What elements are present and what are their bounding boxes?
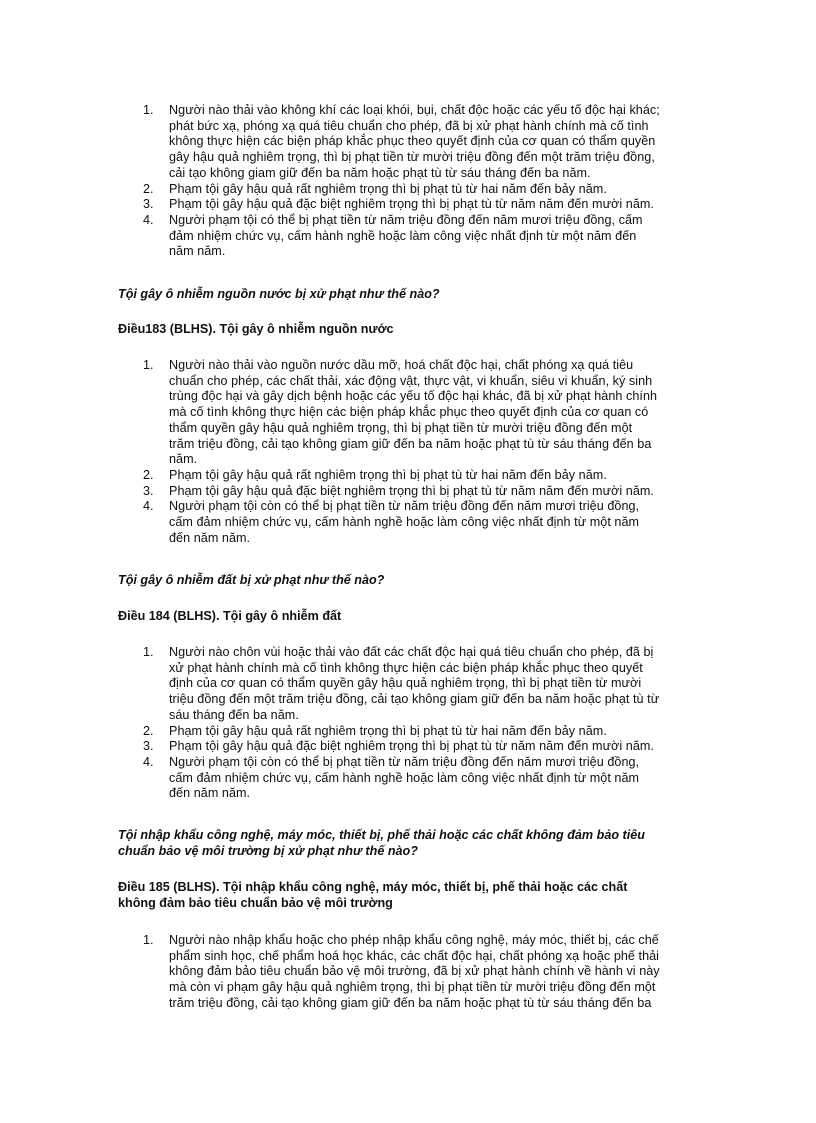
list-item xyxy=(143,739,688,755)
text-line: không thực hiện các biện pháp khắc phục theo quyết định của cơ quan có thẩm quyền xyxy=(169,134,656,149)
text-line: Người phạm tội còn có thể bị phạt tiền từ năm triệu đồng đến năm mươi triệu đồng, xyxy=(169,754,640,769)
text-line: Người nào chôn vùi hoặc thải vào đất các chất độc hại quá tiêu chuẩn cho phép, đã bị xyxy=(169,645,654,659)
item-number: 3. xyxy=(143,197,154,212)
article-clauses-list xyxy=(143,103,688,260)
item-number: 4. xyxy=(143,212,154,227)
item-number: 3. xyxy=(143,739,154,754)
question-line: Tội nhập khẩu công nghệ, máy móc, thiết bị, phế thải hoặc các chất không đảm bảo tiêu xyxy=(118,828,645,842)
item-number: 3. xyxy=(143,483,154,498)
heading-line: không đảm bảo tiêu chuẩn bảo vệ môi trường xyxy=(118,895,393,910)
text-line: triệu đồng đến một trăm triệu đồng, cải tạo không giam giữ đến ba năm hoặc phạt tù từ xyxy=(169,692,660,707)
list-item xyxy=(143,933,688,1012)
item-number: 2. xyxy=(143,723,154,738)
text-line: Phạm tội gây hậu quả rất nghiêm trọng thì bị phạt tù từ hai năm đến bảy năm. xyxy=(169,467,607,482)
text-line: trăm triệu đồng, cải tạo không giam giữ đến ba năm hoặc phạt tù từ sáu tháng đến ba xyxy=(169,436,652,451)
list-item xyxy=(143,724,688,740)
text-line: cấm đảm nhiệm chức vụ, cấm hành nghề hoặc làm công việc nhất định từ một năm xyxy=(169,770,640,785)
question-import-pollution xyxy=(118,828,698,859)
text-line: Người phạm tội còn có thể bị phạt tiền từ năm triệu đồng đến năm mươi triệu đồng, xyxy=(169,499,640,514)
text-line: Phạm tội gây hậu quả rất nghiêm trọng thì bị phạt tù từ hai năm đến bảy năm. xyxy=(169,181,607,196)
article-184-heading: Điều 184 (BLHS). Tội gây ô nhiễm đất xyxy=(118,609,342,623)
text-line: Phạm tội gây hậu quả đặc biệt nghiêm trọng thì bị phạt tù từ năm năm đến mười năm. xyxy=(169,739,654,754)
list-item xyxy=(143,499,688,546)
text-line: Phạm tội gây hậu quả đặc biệt nghiêm trọng thì bị phạt tù từ năm năm đến mười năm. xyxy=(169,197,654,212)
text-line: mà còn vi phạm gây hậu quả nghiêm trọng, thì bị phạt tiền từ mười triệu đồng đến một xyxy=(169,980,656,995)
list-item xyxy=(143,103,688,182)
text-line: đến năm năm. xyxy=(169,786,251,801)
article-185-clauses-list xyxy=(143,933,688,1012)
text-line: phát bức xạ, phóng xạ quá tiêu chuẩn cho phép, đã bị xử phạt hành chính mà cố tình xyxy=(169,118,649,133)
text-line: xử phạt hành chính mà cố tình không thực hiện các biện pháp khắc phục theo quyết xyxy=(169,660,643,675)
item-number: 1. xyxy=(143,645,154,659)
text-line: thẩm quyền gây hậu quả nghiêm trọng, thì bị phạt tiền từ mười triệu đồng đến một xyxy=(169,420,633,435)
text-line: trùng độc hại và gây dịch bệnh hoặc các yếu tố độc hại khác, đã bị xử phạt hành chính xyxy=(169,389,658,404)
article-183-clauses-list xyxy=(143,358,688,546)
item-number: 2. xyxy=(143,467,154,482)
list-item xyxy=(143,182,688,198)
text-line: cải tạo không giam giữ đến ba năm hoặc phạt tù từ sáu tháng đến ba năm. xyxy=(169,165,591,180)
item-number: 2. xyxy=(143,181,154,196)
text-line: Người nào thải vào nguồn nước dầu mỡ, hoá chất độc hại, chất phóng xạ quá tiêu xyxy=(169,358,634,372)
text-line: định của cơ quan có thẩm quyền gây hậu quả nghiêm trọng, thì bị phạt tiền từ mười xyxy=(169,676,642,691)
text-line: Người nào thải vào không khí các loại khói, bụi, chất độc hoặc các yếu tố độc hại khác; xyxy=(169,103,660,117)
list-item xyxy=(143,468,688,484)
item-number: 1. xyxy=(143,933,154,947)
item-number: 1. xyxy=(143,103,154,117)
text-line: chuẩn cho phép, các chất thải, xác động vật, thực vật, vi khuẩn, siêu vi khuẩn, ký sinh xyxy=(169,373,653,388)
list-item xyxy=(143,484,688,500)
text-line: gây hậu quả nghiêm trọng, thì bị phạt tiền từ mười triệu đồng đến một trăm triệu đồng, xyxy=(169,150,655,165)
text-line: Phạm tội gây hậu quả rất nghiêm trọng thì bị phạt tù từ hai năm đến bảy năm. xyxy=(169,723,607,738)
article-185-heading xyxy=(118,880,698,911)
text-line: sáu tháng đến ba năm. xyxy=(169,707,299,722)
item-number: 1. xyxy=(143,358,154,372)
text-line: phẩm sinh học, chế phẩm hoá học khác, các chất độc hại, chất phóng xạ hoặc phế thải xyxy=(169,948,660,963)
list-item xyxy=(143,197,688,213)
text-line: năm năm. xyxy=(169,244,226,259)
heading-line: Điều 185 (BLHS). Tội nhập khẩu công nghệ, máy móc, thiết bị, phế thải hoặc các chất xyxy=(118,880,628,894)
text-line: Người nào nhập khẩu hoặc cho phép nhập khẩu công nghệ, máy móc, thiết bị, các chế xyxy=(169,933,659,947)
text-line: Phạm tội gây hậu quả đặc biệt nghiêm trọng thì bị phạt tù từ năm năm đến mười năm. xyxy=(169,483,654,498)
article-183-heading: Điều183 (BLHS). Tội gây ô nhiễm nguồn nước xyxy=(118,322,394,336)
text-line: không đảm bảo tiêu chuẩn bảo vệ môi trường, đã bị xử phạt hành chính về hành vi này xyxy=(169,964,660,979)
item-number: 4. xyxy=(143,754,154,769)
text-line: trăm triệu đồng, cải tạo không giam giữ đến ba năm hoặc phạt tù từ sáu tháng đến ba xyxy=(169,995,652,1010)
list-item xyxy=(143,755,688,802)
text-line: cấm đảm nhiệm chức vụ, cấm hành nghề hoặc làm công việc nhất định từ một năm xyxy=(169,515,640,530)
list-item xyxy=(143,213,688,260)
text-line: đến năm năm. xyxy=(169,530,251,545)
text-line: đảm nhiệm chức vụ, cấm hành nghề hoặc làm công việc nhất định từ một năm đến xyxy=(169,228,637,243)
article-184-clauses-list xyxy=(143,645,688,802)
question-line: chuẩn bảo vệ môi trường bị xử phạt như thế nào? xyxy=(118,843,418,858)
text-line: năm. xyxy=(169,452,198,467)
list-item xyxy=(143,645,688,724)
text-line: Người phạm tội có thể bị phạt tiền từ năm triệu đồng đến năm mươi triệu đồng, cấm xyxy=(169,212,643,227)
text-line: mà cố tình không thực hiện các biện pháp khắc phục theo quyết định của cơ quan có xyxy=(169,405,649,420)
list-item xyxy=(143,358,688,468)
question-water-pollution: Tội gây ô nhiễm nguồn nước bị xử phạt như thế nào? xyxy=(118,287,440,301)
item-number: 4. xyxy=(143,499,154,514)
question-soil-pollution: Tội gây ô nhiễm đất bị xử phạt như thế nào? xyxy=(118,573,385,587)
